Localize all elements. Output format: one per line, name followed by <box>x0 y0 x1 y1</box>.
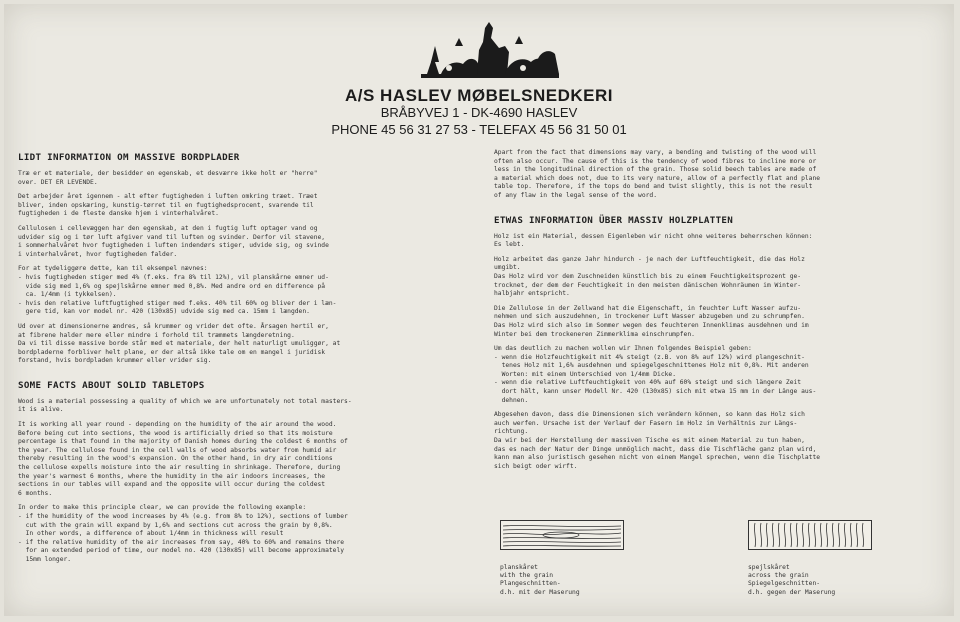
company-address: BRÅBYVEJ 1 - DK-4690 HASLEV <box>380 105 578 120</box>
english-paragraph: In order to make this principle clear, we can provide the following example: - if the humidity of the wood increases by 4% (e.g. from 8% to 12%), sections of lumber cut with the grain will expand by 1,6% and sections cut across the grain by 0,8%. In other words, a difference of about 1/4mm in thickness will result - if the relative humidity of the air increases from say, 40% to 60% and remains there for an extended period of time, our model no. 420 (130x85) will become approximately 15mm longer. <box>18 504 348 563</box>
across-grain-caption: spejlskåret across the grain Spiegelgeschnitten- d.h. gegen der Maserung <box>748 564 836 596</box>
english-title: SOME FACTS ABOUT SOLID TABLETOPS <box>18 379 205 391</box>
german-title: ETWAS INFORMATION ÜBER MASSIV HOLZPLATTEN <box>494 214 734 226</box>
document-sheet <box>4 4 954 616</box>
german-paragraph: Abgesehen davon, dass die Dimensionen sich verändern können, so kann das Holz sich auch werfen. Ursache ist der Verlauf der Fasern im Holz im Verhältnis zur Längs- richtung. Da wir bei der Herstellung der massiven Tische es mit einem Material zu tun haben, das es nach der Natur der Dinge unmöglich macht, dass die Tischfläche ganz plan wird, kann man also juristisch gesehen nicht von einem Mangel sprechen, wenn die Tischplatte sich beigt oder wirft. <box>494 411 821 470</box>
english-paragraph: It is working all year round - depending on the humidity of the air around the wood. Before being cut into sections, the wood is artificially dried so that its moisture percentage is that found in the majority of Danish homes during the coldest 6 months of the year. The cellulose found in the cell walls of wood absorbs water from humid air thereby resulting in the wood's expansion. On the other hand, in dry air conditions the cellulose expells moisture into the air resulting in shrinkage. Therefore, during the year's warmest 6 months, where the humidity in the air indoors increases, the sections in our tables will expand and the opposite will occur during the coldest 6 months. <box>18 421 348 497</box>
with-grain-pattern-icon <box>501 521 623 549</box>
english-continued-paragraph: Apart from the fact that dimensions may vary, a bending and twisting of the wood will often also occur. The cause of this is the tendency of wood fibres to incline more or less in the longitudinal direction of the grain. Those solid beech tables are made of a material which does not, due to its very nature, allow of a perfectly flat and plane table top. Therefore, if the tops do bend and twist slightly, this is not the result of any flaw in the legal sense of the word. <box>494 149 821 199</box>
german-paragraph: Holz ist ein Material, dessen Eigenleben wir nicht ohne weiteres beherrschen können: Es lebt. <box>494 232 813 249</box>
right-column <box>494 149 949 477</box>
danish-paragraph: For at tydeliggøre dette, kan til eksempel nævnes: - hvis fugtigheden stiger med 4% (f.eks. fra 8% til 12%), vil planskårne emner ud- vide sig med 1,6% og spejlskårne emner med 0,8%. Med andre ord en difference på ca. 1/4mm (i tykkelsen). - hvis den relative luftfugtighed stiger med f.eks. 40% til 60% og bliver der i læn- gere tid, kan vor model nr. 420 (130x85) udvide sig med ca. 15mm i længden. <box>18 265 337 316</box>
with-grain-caption: planskåret with the grain Plangeschnitten- d.h. mit der Maserung <box>500 564 580 596</box>
german-paragraph: Die Zellulose in der Zellwand hat die Eigenschaft, in feuchter Luft Wasser aufzu- nehmen und sich auszudehnen, in trockener Luft Wasser abzugeben und zu schrumpfen. Das Holz wird sich also im Sommer wegen des feuchteren Innenklimas ausdehnen und im Winter bei dem trockeneren Zimmerklima einschrumpfen. <box>494 304 809 338</box>
company-name: A/S HASLEV MØBELSNEDKERI <box>345 86 613 105</box>
english-paragraph: Wood is a material possessing a quality of which we are unfortunately not total masters- it is alive. <box>18 397 352 414</box>
danish-paragraph: Træ er et materiale, der besidder en egenskab, et desværre ikke holt er "herre" over. DET ER LEVENDE. <box>18 170 318 186</box>
across-grain-diagram <box>748 520 872 550</box>
left-column <box>18 152 480 571</box>
with-grain-diagram <box>500 520 624 550</box>
german-paragraph: Um das deutlich zu machen wollen wir Ihnen folgendes Beispiel geben: - wenn die Holzfeuchtigkeit mit 4% steigt (z.B. von 8% auf 12%) wird plangeschnit- tenes Holz mit 1,6% ausdehnen und spiegelgeschnittenes Holz mit 0,8%. Mit anderen Worten: mit einem Unterschied von 1/4mm Dicke. - wenn die relative Luftfeuchtigkeit von 40% auf 60% steigt und sich längere Zeit dort hält, kann unser Modell Nr. 420 (130x85) sich mit etwa 15 mm in der Länge aus- dehnen. <box>494 345 817 404</box>
danish-paragraph: Cellulosen i cellevæggen har den egenskab, at den i fugtig luft optager vand og udvider sig og i tør luft afgiver vand til luften og svinder. Derfor vil stavene, i sommerhalvåret hvor fugtigheden i luften indendørs stiger, udvide sig, og svinde i vinterhalvåret, hvor fugtigheden falder. <box>18 224 329 258</box>
danish-title: LIDT INFORMATION OM MASSIVE BORDPLADER <box>18 152 240 163</box>
german-paragraph: Holz arbeitet das ganze Jahr hindurch - je nach der Luftfeuchtigkeit, die das Holz umgibt. Das Holz wird vor dem Zuschneiden künstlich bis zu einem Feuchtigkeitsprozent ge- trocknet, der dem der Feuchtigkeit in den meisten dänischen Wohnräumen im Winter- halbjahr entspricht. <box>494 255 805 298</box>
company-phone: PHONE 45 56 31 27 53 - TELEFAX 45 56 31 50 01 <box>331 122 627 137</box>
woodland-scene-logo <box>419 16 564 81</box>
danish-paragraph: Det arbejder året igennem - alt efter fugtigheden i luften omkring træet. Træet bliver, inden opskæring, kunstig-tørret til en fugtighedsprocent, svarende til fugtigheden i de fleste danske hjem i vinterhalvåret. <box>18 193 318 218</box>
across-grain-pattern-icon <box>749 521 871 549</box>
danish-paragraph: Ud over at dimensionerne ændres, så krummer og vrider det ofte. Årsagen hertil er, at fibrene halder mere eller mindre i forhold til træmmets længderetning. Da vi til disse massive borde står med et materiale, der helt naturligt umuliggør, at bordpladerne forbliver helt plane, er der altså ikke tale om en mangel i juridisk forstand, hvis bordpladen krummer eller vrider sig. <box>18 322 341 365</box>
